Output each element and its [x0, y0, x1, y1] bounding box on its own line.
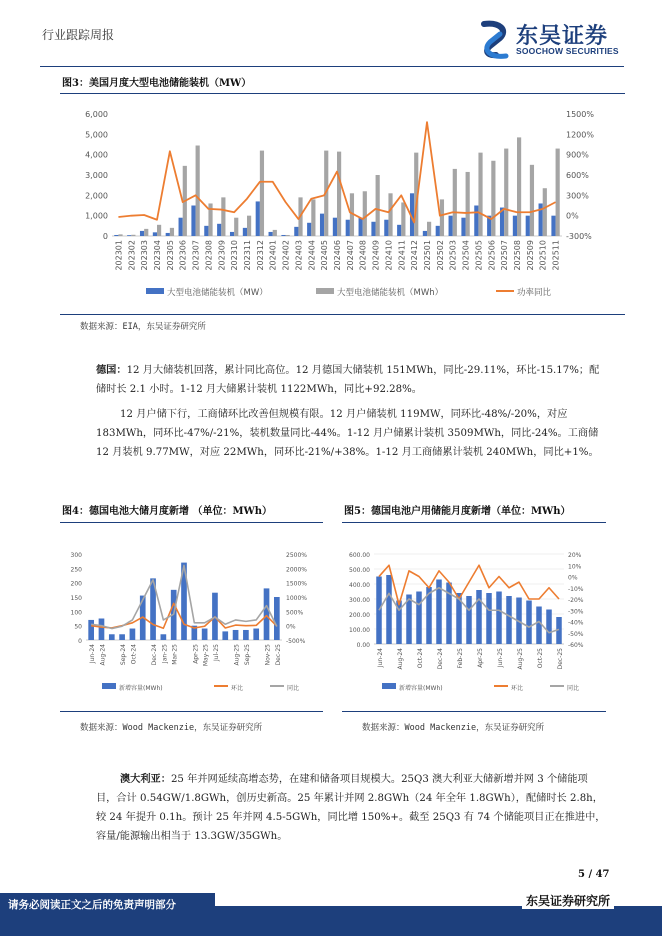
y-right-tick-label: 10%	[568, 563, 582, 571]
x-tick-label: Aug-24	[397, 648, 404, 670]
legend-label: 环比	[231, 685, 244, 692]
bar-202509	[526, 216, 530, 236]
bar-Oct-25	[536, 607, 542, 645]
fig5-source: 数据来源：Wood Mackenzie，东吴证券研究所	[362, 723, 545, 733]
x-tick-label: Oct-25	[537, 648, 544, 669]
y-right-tick-label: -20%	[568, 597, 584, 604]
legend-swatch	[102, 683, 116, 689]
bar-202404	[307, 223, 311, 236]
bar-202411	[401, 202, 405, 236]
y-right-tick-label: -50%	[568, 630, 584, 638]
y-left-tick-label: 150	[70, 595, 82, 602]
bar-May-25	[202, 629, 208, 640]
germany-large-paragraph	[96, 361, 608, 399]
y-right-tick-label: 0%	[566, 211, 579, 221]
bar-Jan-25	[161, 634, 167, 640]
legend-label: 新增容量(MWh)	[119, 685, 163, 692]
bar-Jun-25	[496, 592, 502, 645]
bar-202511	[556, 149, 560, 236]
bar-202307	[196, 146, 200, 236]
y-right-tick-label: 0%	[286, 623, 296, 631]
x-tick-label: Jun-25	[497, 648, 504, 668]
y-right-tick-label: -300%	[566, 232, 592, 241]
bar-202506	[491, 161, 495, 236]
y-left-tick-label: 0	[102, 232, 108, 241]
bar-202408	[359, 218, 363, 236]
brand-name: 东吴证券	[516, 24, 609, 49]
y-right-tick-label: 20%	[568, 552, 582, 559]
bar-Sep-25	[243, 630, 249, 640]
fig3-top-rule	[60, 93, 625, 94]
bar-Sep-25	[526, 601, 532, 645]
bar-202302	[127, 235, 131, 236]
x-tick-label: Sep-25	[243, 644, 251, 666]
page-number: 5 / 47	[578, 869, 610, 880]
bar-202411	[397, 225, 401, 236]
x-tick-label: Jun-24	[89, 644, 97, 664]
bar-202502	[436, 226, 440, 236]
x-tick-label: Apr-25	[477, 648, 484, 668]
x-tick-label: 202401	[268, 240, 278, 271]
section-label: 行业跟踪周报	[42, 28, 115, 42]
x-tick-label: 202403	[294, 240, 304, 271]
x-tick-label: 202304	[153, 240, 162, 271]
x-tick-label: Oct-24	[130, 644, 138, 665]
x-tick-label: 202306	[178, 240, 188, 271]
x-tick-label: 202406	[333, 240, 342, 271]
bar-202501	[423, 231, 427, 236]
y-right-tick-label: 500%	[286, 609, 304, 617]
y-left-tick-label: 200.00	[349, 612, 370, 619]
y-right-tick-label: 600%	[566, 171, 589, 180]
y-left-tick-label: 250	[70, 566, 82, 574]
x-tick-label: Dec-24	[437, 648, 444, 670]
legend-swatch	[316, 288, 334, 294]
bar-202402	[286, 235, 290, 236]
bar-Oct-24	[130, 629, 136, 640]
x-tick-label: 202411	[397, 240, 407, 271]
fig3-title: 图3：美国月度大型电池储能装机（MW）	[62, 78, 252, 89]
x-tick-label: Dec-24	[151, 644, 159, 666]
y-right-tick-label: 900%	[566, 150, 589, 160]
y-left-tick-label: 300	[70, 552, 82, 559]
x-tick-label: 202405	[320, 240, 330, 271]
y-left-tick-label: 500.00	[349, 567, 370, 574]
bar-202312	[260, 151, 264, 236]
legend-label: 大型电池储能装机（MW）	[167, 288, 268, 298]
bar-202305	[166, 233, 170, 236]
bar-Jul-25	[506, 596, 512, 644]
bar-202309	[221, 197, 225, 236]
y-left-tick-label: 0.00	[356, 642, 370, 649]
bar-202511	[551, 216, 555, 236]
bar-Sep-24	[119, 634, 125, 640]
brand-name-en: SOOCHOW SECURITIES	[516, 46, 619, 56]
x-tick-label: 202408	[358, 240, 368, 271]
germany-large-text: 12 月大储装机回落，累计同比高位。12 月德国大储装机 151MWh，同比-29.11%，环比-15.17%；配储时长 2.1 小时。1-12 月大储累计装机 1122MWh，同比+92.28%。	[96, 365, 600, 395]
bar-202504	[461, 218, 465, 236]
bar-Aug-25	[233, 630, 239, 640]
x-tick-label: 202511	[551, 239, 561, 271]
legend-label: 功率同比	[517, 288, 552, 298]
bar-202309	[217, 224, 221, 236]
bar-Dec-25	[274, 597, 280, 640]
bar-202508	[517, 137, 521, 236]
y-right-tick-label: -60%	[568, 642, 584, 649]
bar-202301	[114, 235, 118, 236]
x-tick-label: 202312	[255, 240, 265, 271]
y-right-tick-label: -40%	[568, 619, 584, 627]
bar-Jun-24	[88, 620, 94, 640]
x-tick-label: Nov-25	[264, 644, 272, 666]
australia-paragraph	[96, 770, 608, 846]
y-right-tick-label: -500%	[286, 638, 306, 645]
bar-202312	[256, 201, 260, 236]
bar-202404	[311, 199, 315, 236]
x-tick-label: Jul-25	[212, 644, 220, 662]
x-tick-label: 202308	[204, 240, 214, 271]
bar-Jul-24	[386, 575, 392, 644]
bar-202301	[118, 234, 122, 236]
fig5-title: 图5：德国电池户用储能月度新增（单位：MWh）	[344, 506, 571, 517]
legend-label: 大型电池储能装机（MWh）	[337, 288, 444, 298]
y-right-tick-label: 300%	[566, 191, 589, 201]
bar-202310	[234, 218, 238, 236]
bar-Oct-25	[253, 629, 259, 640]
x-tick-label: Aug-24	[99, 644, 107, 666]
x-tick-label: 202303	[140, 240, 150, 271]
x-tick-label: 202504	[461, 240, 471, 271]
x-tick-label: 202508	[513, 240, 522, 271]
x-tick-label: 202503	[448, 240, 458, 271]
legend-swatch	[382, 683, 396, 689]
y-left-tick-label: 600.00	[349, 552, 370, 559]
y-left-tick-label: 100.00	[349, 627, 370, 634]
bar-202308	[204, 226, 208, 236]
fig4-top-rule	[60, 522, 323, 523]
x-tick-label: 202501	[423, 240, 432, 271]
fig3-chart	[60, 96, 626, 314]
bar-202401	[269, 232, 273, 236]
x-tick-label: 202509	[525, 240, 535, 271]
x-tick-label: Dec-25	[557, 648, 564, 670]
germany-home-paragraph: 12 月户储下行，工商储环比改善但规模有限。12 月户储装机 119MW，同环比-48%/-20%，对应 183MWh，同环比-47%/-21%，装机数量同比-44%。1-12 月户储累计装机 3509MWh，同比-24%。工商储 12 月装机 9.77MW，对应 22MWh，同环比-21%/+38%。1-12 月工商储累计装机 240MWh，同比+1%。	[96, 409, 599, 458]
x-tick-label: 202507	[500, 240, 510, 271]
legend-label: 环比	[511, 685, 524, 692]
fig3-source: 数据来源：EIA，东吴证券研究所	[80, 322, 206, 332]
legend-swatch	[146, 288, 164, 294]
y-left-tick-label: 50	[74, 623, 82, 631]
x-tick-label: 202307	[191, 240, 201, 271]
x-tick-label: Oct-24	[417, 648, 424, 669]
bar-May-25	[486, 593, 492, 644]
x-tick-label: 202510	[538, 240, 548, 271]
bar-202510	[543, 188, 547, 236]
y-right-tick-label: 1000%	[286, 595, 307, 602]
bar-Apr-25	[476, 590, 482, 644]
bar-202410	[388, 193, 392, 236]
x-tick-label: 202311	[243, 240, 252, 271]
x-tick-label: 202506	[487, 240, 497, 271]
x-tick-label: 202310	[230, 240, 240, 271]
bar-202303	[140, 231, 144, 236]
x-tick-label: 202404	[307, 239, 317, 271]
bar-202405	[320, 214, 324, 236]
x-tick-label: 202407	[345, 240, 355, 271]
y-right-tick-label: 1200%	[566, 130, 594, 140]
y-left-tick-label: 3,000	[85, 171, 108, 180]
bar-Mar-25	[466, 596, 472, 644]
bar-Nov-25	[264, 588, 270, 640]
bar-Nov-25	[546, 610, 552, 645]
y-right-tick-label: -10%	[568, 585, 584, 593]
fig4-title: 图4：德国电池大储月度新增 （单位：MWh）	[62, 506, 273, 517]
y-left-tick-label: 300.00	[349, 597, 370, 604]
bar-202304	[153, 232, 157, 236]
bar-202508	[513, 216, 517, 236]
bar-202502	[440, 199, 444, 236]
bar-202505	[474, 206, 478, 237]
bar-202509	[530, 165, 534, 236]
y-right-tick-label: -30%	[568, 608, 584, 616]
bar-202310	[230, 232, 234, 236]
bar-202305	[170, 228, 174, 236]
y-left-tick-label: 2,000	[85, 191, 108, 201]
bar-202503	[449, 216, 453, 236]
fig5-chart	[342, 540, 606, 700]
bar-202501	[427, 222, 431, 236]
bar-202406	[333, 218, 337, 236]
x-tick-label: Apr-25	[192, 644, 200, 664]
footer-disclaimer: 请务必阅读正文之后的免责声明部分	[8, 899, 176, 911]
x-tick-label: Jan-25	[161, 644, 169, 664]
bar-202505	[478, 153, 482, 236]
bar-202306	[179, 218, 183, 236]
bar-202406	[337, 152, 341, 236]
fig5-bottom-rule	[342, 711, 606, 712]
fig5-top-rule	[342, 522, 606, 523]
australia-label: 澳大利亚：	[120, 773, 171, 785]
germany-label: 德国：	[96, 364, 127, 376]
x-tick-label: Mar-25	[171, 644, 179, 665]
bar-Jul-24	[99, 619, 105, 641]
bar-202503	[453, 169, 457, 236]
bar-202304	[157, 225, 161, 236]
x-tick-label: 202505	[474, 240, 484, 271]
x-tick-label: 202302	[127, 240, 137, 271]
bar-Oct-24	[416, 592, 422, 645]
bar-202409	[371, 222, 375, 236]
bar-202402	[281, 235, 285, 236]
x-tick-label: 202409	[371, 240, 381, 271]
y-left-tick-label: 0	[78, 638, 82, 645]
fig4-chart	[60, 540, 324, 700]
y-right-tick-label: 1500%	[286, 580, 307, 588]
y-left-tick-label: 400.00	[349, 582, 370, 589]
x-tick-label: Aug-25	[233, 644, 241, 666]
australia-text: 25 年并网延续高增态势，在建和储备项目规模大。25Q3 澳大利亚大储新增并网 3 个储能项目，合计 0.54GW/1.8GWh，创历史新高。25 年累计并网 2.8GWh（24 年全年 1.8GWh），配储时长 2.8h，较 24 年提升 0.1h。预计 25 年并网 4.5-5GWh，同比增 150%+。截至 25Q3 有 74 个储能项目正在推进中，容量/能源输出相当于 13.3GW/35GWh。	[96, 774, 606, 842]
brand-logo-icon	[478, 20, 512, 60]
y-right-tick-label: 0%	[568, 574, 578, 582]
x-tick-label: Dec-25	[274, 644, 282, 666]
y-left-tick-label: 5,000	[85, 130, 108, 140]
x-tick-label: 202412	[410, 240, 420, 271]
y-right-tick-label: 2000%	[286, 566, 307, 574]
header-divider	[40, 66, 624, 67]
bar-202403	[294, 227, 298, 236]
y-left-tick-label: 1,000	[85, 211, 108, 221]
bar-202307	[191, 206, 195, 237]
x-tick-label: 202309	[217, 240, 227, 271]
bar-202410	[384, 220, 388, 236]
y-left-tick-label: 100	[70, 609, 82, 617]
x-tick-label: 202502	[435, 240, 445, 271]
bar-202507	[504, 149, 508, 236]
bar-202408	[363, 191, 367, 236]
x-tick-label: May-25	[202, 644, 210, 667]
legend-label: 新增容量(MWh)	[399, 685, 443, 692]
x-tick-label: 202301	[114, 240, 124, 271]
y-right-tick-label: 2500%	[286, 552, 307, 559]
bar-Jul-25	[222, 631, 228, 640]
fig4-bottom-rule	[60, 711, 323, 712]
fig4-source: 数据来源：Wood Mackenzie，东吴证券研究所	[80, 723, 263, 733]
y-left-tick-label: 200	[70, 580, 82, 588]
bar-202409	[376, 175, 380, 236]
bar-202311	[247, 216, 251, 236]
fig3-bottom-rule	[60, 314, 625, 315]
x-tick-label: 202305	[165, 240, 175, 271]
bar-202302	[131, 235, 135, 236]
x-tick-label: 202402	[281, 239, 291, 271]
y-left-tick-label: 6,000	[85, 110, 108, 119]
x-tick-label: Jun-24	[377, 648, 384, 668]
y-left-tick-label: 4,000	[85, 150, 108, 160]
x-tick-label: Feb-25	[457, 648, 464, 669]
bar-Aug-24	[109, 634, 115, 640]
legend-label: 同比	[287, 685, 300, 692]
bar-202407	[346, 220, 350, 236]
footer-brand: 东吴证券研究所	[522, 892, 614, 909]
x-tick-label: Aug-25	[517, 648, 524, 670]
bar-202401	[273, 230, 277, 236]
bar-202504	[466, 172, 470, 236]
legend-label: 同比	[567, 685, 580, 692]
x-tick-label: 202410	[384, 240, 394, 271]
bar-202303	[144, 229, 148, 236]
y-right-tick-label: 1500%	[566, 110, 594, 119]
bar-202311	[243, 228, 247, 236]
x-tick-label: Sep-24	[120, 644, 128, 666]
